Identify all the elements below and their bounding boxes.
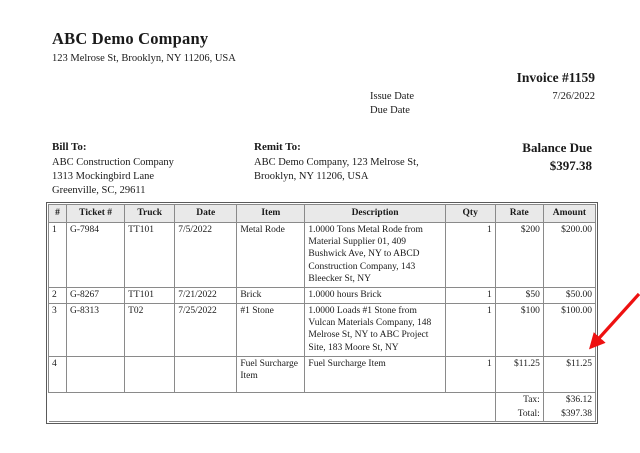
total-value: $397.38: [543, 407, 595, 422]
cell-date: 7/25/2022: [175, 304, 237, 357]
cell-qty: 1: [445, 287, 495, 303]
table-body: [49, 223, 596, 422]
cell-num: 3: [49, 304, 67, 357]
bill-to-line-1: ABC Construction Company: [52, 156, 174, 168]
cell-qty: 1: [445, 304, 495, 357]
cell-qty: 1: [445, 356, 495, 392]
cell-num: 1: [49, 223, 67, 288]
company-name: ABC Demo Company: [52, 29, 209, 48]
cell-ticket: G-7984: [67, 223, 125, 288]
remit-to-line-1: ABC Demo Company, 123 Melrose St,: [254, 156, 419, 168]
line-items-table: [48, 204, 596, 422]
fuel-surcharge-amount: $11.25: [543, 356, 595, 392]
cell-description: 1.0000 hours Brick: [305, 287, 445, 303]
due-date-label: Due Date: [370, 105, 410, 117]
cell-rate: $200: [495, 223, 543, 288]
remit-to-lines: [254, 156, 464, 184]
total-row: [49, 407, 596, 422]
cell-qty: 1: [445, 223, 495, 288]
table-row: [49, 356, 596, 392]
col-header-qty: Qty: [445, 205, 495, 223]
cell-truck: [125, 356, 175, 392]
cell-amount: $100.00: [543, 304, 595, 357]
invoice-number: Invoice #1159: [516, 70, 595, 85]
total-row-spacer: [49, 407, 496, 422]
cell-truck: TT101: [125, 223, 175, 288]
issue-date-row: [335, 90, 595, 104]
tax-row-spacer: [49, 392, 496, 407]
company-address: 123 Melrose St, Brooklyn, NY 11206, USA: [52, 52, 236, 64]
cell-amount: $50.00: [543, 287, 595, 303]
col-header-rate: Rate: [495, 205, 543, 223]
cell-description: 1.0000 Tons Metal Rode from Material Supplier 01, 409 Bushwick Ave, NY to ABCD Construction Company, 143 Bleecker St, NY: [305, 223, 445, 288]
bill-to-block: [52, 140, 247, 198]
cell-truck: T02: [125, 304, 175, 357]
col-header-ticket: Ticket #: [67, 205, 125, 223]
company-header: [52, 30, 236, 66]
tax-row: [49, 392, 596, 407]
issue-date-label: Issue Date: [370, 90, 415, 102]
col-header-description: Description: [305, 205, 445, 223]
tax-label: Tax:: [495, 392, 543, 407]
balance-due-label: Balance Due: [522, 140, 592, 155]
col-header-item: Item: [237, 205, 305, 223]
line-items-table-wrapper: [46, 202, 598, 424]
cell-description: Fuel Surcharge Item: [305, 356, 445, 392]
bill-to-line-3: Greenville, SC, 29611: [52, 184, 146, 196]
bill-to-lines: [52, 156, 247, 198]
cell-ticket: [67, 356, 125, 392]
col-header-amount: Amount: [543, 205, 595, 223]
cell-rate: $50: [495, 287, 543, 303]
remit-to-block: [254, 140, 464, 184]
invoice-meta: [335, 70, 595, 118]
issue-date-value: 7/26/2022: [552, 90, 595, 102]
invoice-date-rows: [335, 90, 595, 118]
cell-rate: $100: [495, 304, 543, 357]
cell-num: 2: [49, 287, 67, 303]
col-header-num: #: [49, 205, 67, 223]
red-arrow-icon: [592, 294, 639, 346]
total-label: Total:: [495, 407, 543, 422]
table-row: [49, 223, 596, 288]
cell-ticket: G-8313: [67, 304, 125, 357]
cell-description: 1.0000 Loads #1 Stone from Vulcan Materials Company, 148 Melrose St, NY to ABC Project Site, 183 Moore St, NY: [305, 304, 445, 357]
balance-due-value: $397.38: [549, 157, 592, 173]
cell-rate: $11.25: [495, 356, 543, 392]
cell-date: 7/21/2022: [175, 287, 237, 303]
remit-to-line-2: Brooklyn, NY 11206, USA: [254, 170, 369, 182]
tax-value: $36.12: [543, 392, 595, 407]
balance-due-block: [462, 140, 592, 175]
bill-to-title: Bill To:: [52, 141, 87, 153]
table-header-row: [49, 205, 596, 223]
col-header-truck: Truck: [125, 205, 175, 223]
bill-to-line-2: 1313 Mockingbird Lane: [52, 170, 155, 182]
cell-ticket: G-8267: [67, 287, 125, 303]
due-date-value: [515, 104, 595, 118]
cell-truck: TT101: [125, 287, 175, 303]
table-header: [49, 205, 596, 223]
cell-amount: $200.00: [543, 223, 595, 288]
remit-to-title: Remit To:: [254, 141, 301, 153]
cell-item: Metal Rode: [237, 223, 305, 288]
col-header-date: Date: [175, 205, 237, 223]
cell-item: #1 Stone: [237, 304, 305, 357]
cell-date: 7/5/2022: [175, 223, 237, 288]
table-row: [49, 287, 596, 303]
cell-date: [175, 356, 237, 392]
cell-item: Fuel Surcharge Item: [237, 356, 305, 392]
cell-item: Brick: [237, 287, 305, 303]
cell-num: 4: [49, 356, 67, 392]
due-date-row: [335, 104, 595, 118]
table-row: [49, 304, 596, 357]
